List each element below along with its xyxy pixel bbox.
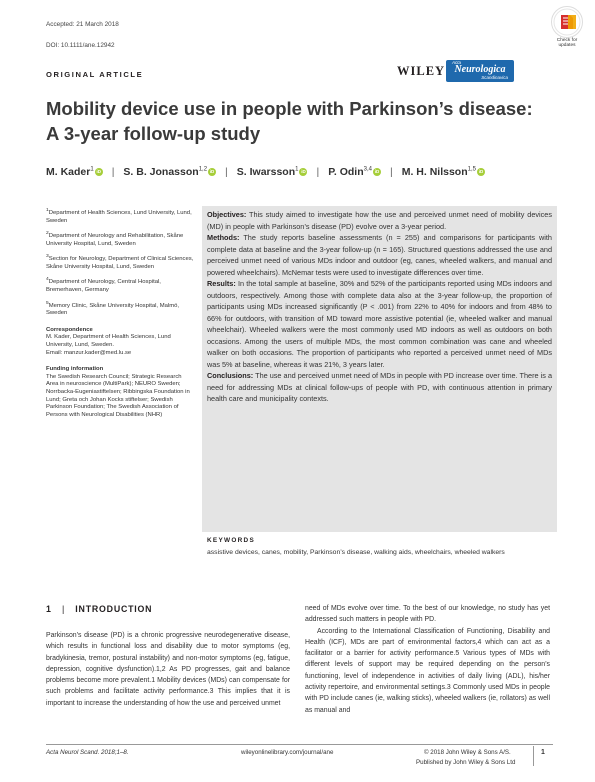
footer-divider (533, 746, 534, 766)
affiliation: $^3$Section for Neurology, Department of Clinical Sciences, Skåne University Hospital, Lund, Sweden (46, 254, 194, 270)
author[interactable]: M. H. Nilsson$^{1,5}$ iD (401, 166, 484, 178)
section-heading (46, 604, 152, 614)
orcid-icon[interactable]: iD (374, 169, 380, 175)
abstract-results: Results: In the total sample at baseline, 30% and 52% of the participants reported using MDs indoors and outdoors, respectively. Among those with complete data also at the 3-year follow-up, the proportion of participants using MDs increased significantly (P < .001) from 22% to 40% for indoors and from 48% to 66% for outdoors, with transition of MD toward more assistive potential (ie, wheeled walker and manual wheelchair). Wheeled walkers were the most commonly used MD indoors as well as outdoors on both occasions. Among the users of multiple MDs, the most common combination was cane and wheeled walker on both occasions. The proportion of participants who reported a perceived unmet need of MDs was 5% at baseline, whereas it was 21%, 3 years later. (207, 279, 552, 369)
footer-publisher: Published by John Wiley & Sons Ltd (416, 759, 516, 766)
abstract-methods: Methods: The study reports baseline assessments (n = 255) and comparisons for participants with complete data at baseline and the 3-year follow-up (n = 165). Structured questions addressed the use and perceived unmet need of various MDs indoor and outdoor (eg, canes, wheeled walkers, and manual and powered wheelchairs). McNemar tests were used to investigate differences over time. (207, 233, 552, 277)
footer-rule (46, 744, 553, 745)
author[interactable]: S. Iwarsson$^1$ iD (236, 166, 306, 178)
affiliation: $^4$Department of Neurology, Central Hospital, Bremerhaven, Germany (46, 277, 161, 294)
keywords-heading: KEYWORDS (207, 537, 256, 544)
page-number: 1 (541, 749, 545, 756)
orcid-icon[interactable]: iD (301, 169, 306, 175)
publisher-logo: WILEY (397, 64, 446, 78)
author-separator: | (389, 166, 393, 178)
author[interactable]: P. Odin$^{3,4}$ iD (328, 166, 380, 178)
author-separator: | (111, 166, 115, 178)
footer-citation: Acta Neurol Scand. 2018;1–8. (46, 749, 129, 756)
body-column-left (46, 630, 290, 709)
footer-journal-url[interactable]: wileyonlinelibrary.com/journal/ane (241, 749, 334, 756)
abstract-conclusions: Conclusions: The use and perceived unmet need of MDs in people with PD increase over time. There is a need for addressing MDs at clinical follow-ups of people with PD, with continuous attention in primary health care and municipality contexts. (207, 371, 552, 403)
section-separator: | (61, 604, 66, 614)
correspondence-heading: Correspondence (46, 326, 93, 333)
affiliation: $^1$Department of Health Sciences, Lund University, Lund, Sweden (46, 208, 192, 224)
check-updates-icon (552, 7, 582, 37)
author[interactable]: M. Kader$^1$ iD (46, 166, 101, 178)
funding-text: The Swedish Research Council; Strategic Research Area in neuroscience (MultiPark); NEURO Sweden; Norrbacka-Eugeniastiftelsen; Ribbingska Foundation in Lund; Greta och Johan Kocks stiftelser; Swedish Parkinson Foundation; The Swedish Association of Persons with Neurological Disabilities (NHR) (46, 373, 190, 418)
affiliation: $^2$Department of Neurology and Rehabilitation, Skåne University Hospital, Lund, Sweden (46, 231, 184, 247)
intro-paragraph-2: need of MDs evolve over time. To the best of our knowledge, no study has yet addressed such matters in people with PD. (305, 605, 550, 624)
correspondence-email[interactable]: Email: manzur.kader@med.lu.se (46, 349, 132, 356)
check-updates-line2: updates (558, 43, 576, 48)
author-separator: | (225, 166, 228, 178)
author-list (46, 166, 485, 178)
keywords-text: assistive devices, canes, mobility, Parkinson’s disease, walking aids, wheelchairs, wheeled walkers (207, 549, 505, 556)
journal-logo-scandinavica: Scandinavica (481, 75, 508, 80)
orcid-icon[interactable]: iD (96, 169, 101, 175)
body-column-right (305, 603, 550, 716)
article-title-line1: Mobility device use in people with Parkinson’s disease: (46, 98, 533, 119)
funding-heading: Funding information (46, 366, 104, 373)
orcid-icon[interactable]: iD (478, 169, 484, 175)
accepted-date: Accepted: 21 March 2018 (46, 21, 119, 28)
check-for-updates-badge[interactable] (544, 6, 590, 48)
correspondence-text: M. Kader, Department of Health Sciences, Lund University, Lund, Sweden. (46, 334, 171, 348)
section-number: 1 (46, 604, 52, 614)
journal-logo (446, 60, 514, 82)
journal-logo-acta: Acta (452, 60, 462, 65)
section-title: INTRODUCTION (75, 604, 153, 614)
article-type: ORIGINAL ARTICLE (46, 70, 144, 79)
affiliation: $^5$Memory Clinic, Skåne University Hospital, Malmö, Sweden (46, 300, 180, 317)
doi: DOI: 10.1111/ane.12942 (46, 42, 115, 49)
journal-logo-name: Neurologica (454, 64, 506, 75)
check-updates-line1: Check for (556, 38, 578, 43)
abstract (207, 209, 552, 405)
author[interactable]: S. B. Jonasson$^{1,2}$ iD (123, 166, 215, 178)
article-title-line2: A 3-year follow-up study (46, 123, 261, 144)
author-separator: | (316, 166, 320, 178)
abstract-objectives: Objectives: This study aimed to investigate how the use and perceived unmet need of mobility devices (MD) in people with Parkinson’s disease (PD) evolve over a 3-year period. (207, 210, 552, 231)
intro-paragraph-3: According to the International Classification of Functioning, Disability and Health (ICF), MDs are part of environmental factors,4 which can act as a facilitator or a barrier for activity performance.5 Various types of MDs with different levels of support may be required depending on the person’s functioning, level of independence in activities of daily living (ADL), his/her activity repertoire, and environmental settings.3 Commonly used MDs in people with PD include canes (ie, walking sticks), wheeled walkers (ie, rollators) as well as manual and (305, 627, 550, 714)
footer-copyright: © 2018 John Wiley & Sons A/S. (424, 749, 511, 756)
sidebar (46, 207, 194, 424)
intro-paragraph-1: Parkinson’s disease (PD) is a chronic progressive neurodegenerative disease, which results in functional loss and disability due to motor symptoms (eg, bradykinesia, tremor, postural instability) and non-motor symptoms (eg, fatigue, depression, cognitive dysfunction).1,2 As PD progresses, gait and balance problems become more prevalent.1 Mobility devices (MDs) can compensate for such problems and facilitate activity performance.3 This implies that it is important to increase the understanding of how the use and perceived unmet (46, 632, 290, 707)
article-title (46, 96, 566, 146)
orcid-icon[interactable]: iD (209, 169, 215, 175)
